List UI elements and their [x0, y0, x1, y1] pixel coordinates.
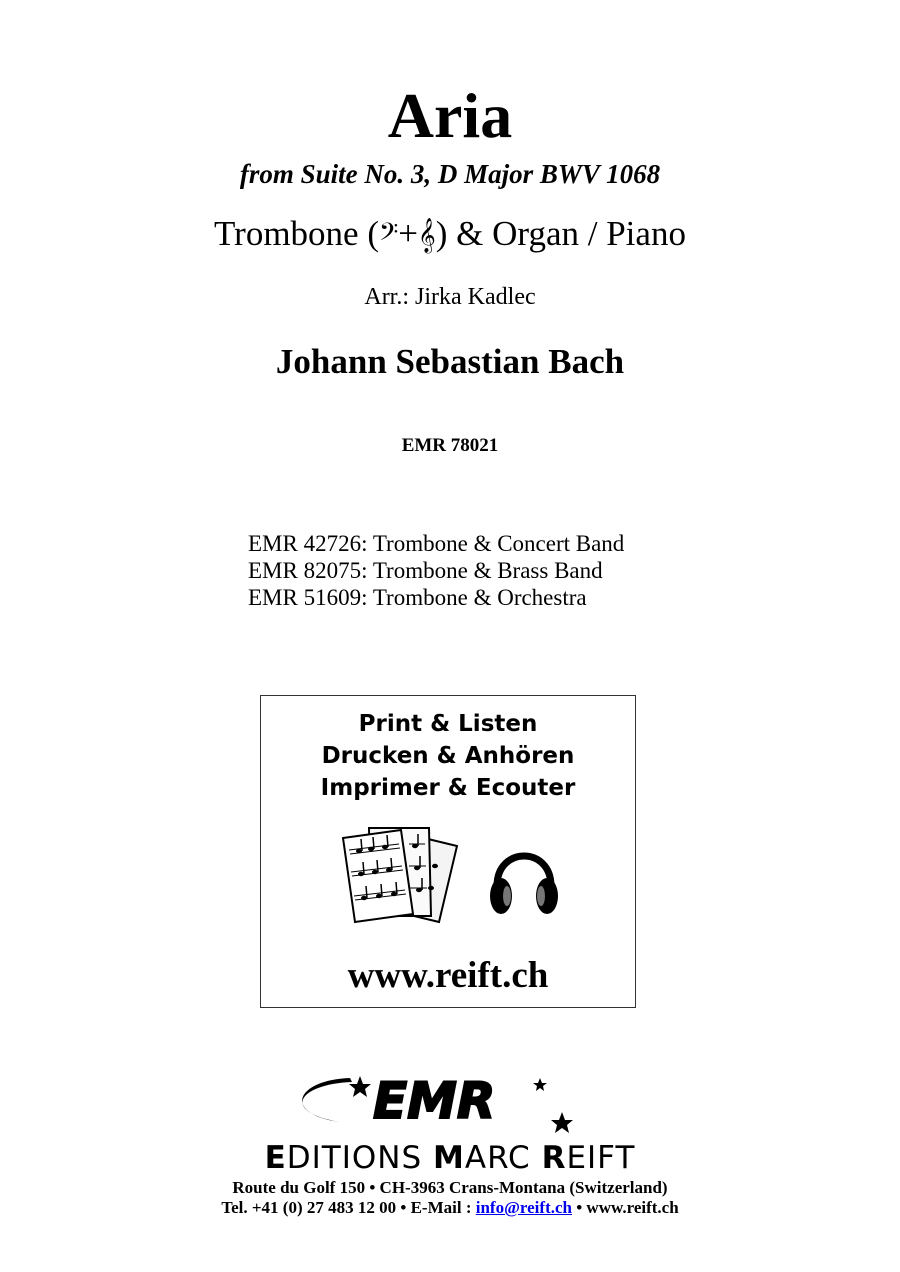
print-listen-box	[260, 695, 636, 1008]
emr-logo	[240, 1072, 660, 1140]
edition-item: EMR 51609: Trombone & Orchestra	[248, 585, 587, 610]
promo-line-french: Imprimer & Ecouter	[320, 775, 576, 801]
promo-illustration	[339, 824, 569, 924]
subtitle: from Suite No. 3, D Major BWV 1068	[239, 159, 661, 189]
promo-url[interactable]: www.reift.ch	[347, 955, 549, 996]
title: Aria	[387, 80, 513, 151]
promo-line-german: Drucken & Anhören	[321, 743, 575, 769]
instrument-suffix: ) & Organ / Piano	[435, 214, 686, 253]
publisher-name-cap: M	[433, 1140, 465, 1176]
publisher-contact	[0, 1197, 900, 1219]
telephone: Tel. +41 (0) 27 483 12 00 • E-Mail :	[221, 1198, 476, 1217]
publisher-name-cap: E	[264, 1140, 287, 1176]
instrument-prefix: Trombone (	[214, 214, 379, 253]
edition-item: EMR 42726: Trombone & Concert Band	[248, 531, 625, 556]
other-editions-list	[248, 530, 624, 611]
publisher-address: Route du Golf 150 • CH-3963 Crans-Montana (Switzerland)	[232, 1178, 668, 1197]
catalog-number: EMR 78021	[401, 435, 499, 456]
publisher-name	[0, 1140, 900, 1176]
publisher-name-part: DITIONS	[286, 1140, 433, 1176]
publisher-name-part: EIFT	[566, 1140, 636, 1176]
plus-sign: +	[398, 214, 419, 253]
arranger: Arr.: Jirka Kadlec	[364, 284, 536, 310]
emr-logo-text: EMR	[373, 1072, 496, 1130]
sheet-music-icon	[343, 828, 457, 922]
composer: Johann Sebastian Bach	[275, 342, 625, 381]
website-text: • www.reift.ch	[571, 1198, 679, 1217]
bass-clef-icon: 𝄢	[379, 218, 399, 253]
headphones-icon	[490, 856, 558, 914]
instrumentation	[0, 213, 900, 257]
publisher-name-cap: R	[541, 1140, 567, 1176]
email-link[interactable]: info@reift.ch	[475, 1198, 572, 1217]
publisher-name-part: ARC	[464, 1140, 542, 1176]
edition-item: EMR 82075: Trombone & Brass Band	[248, 558, 603, 583]
promo-line-english: Print & Listen	[358, 711, 538, 737]
treble-clef-icon: 𝄞	[418, 218, 436, 253]
